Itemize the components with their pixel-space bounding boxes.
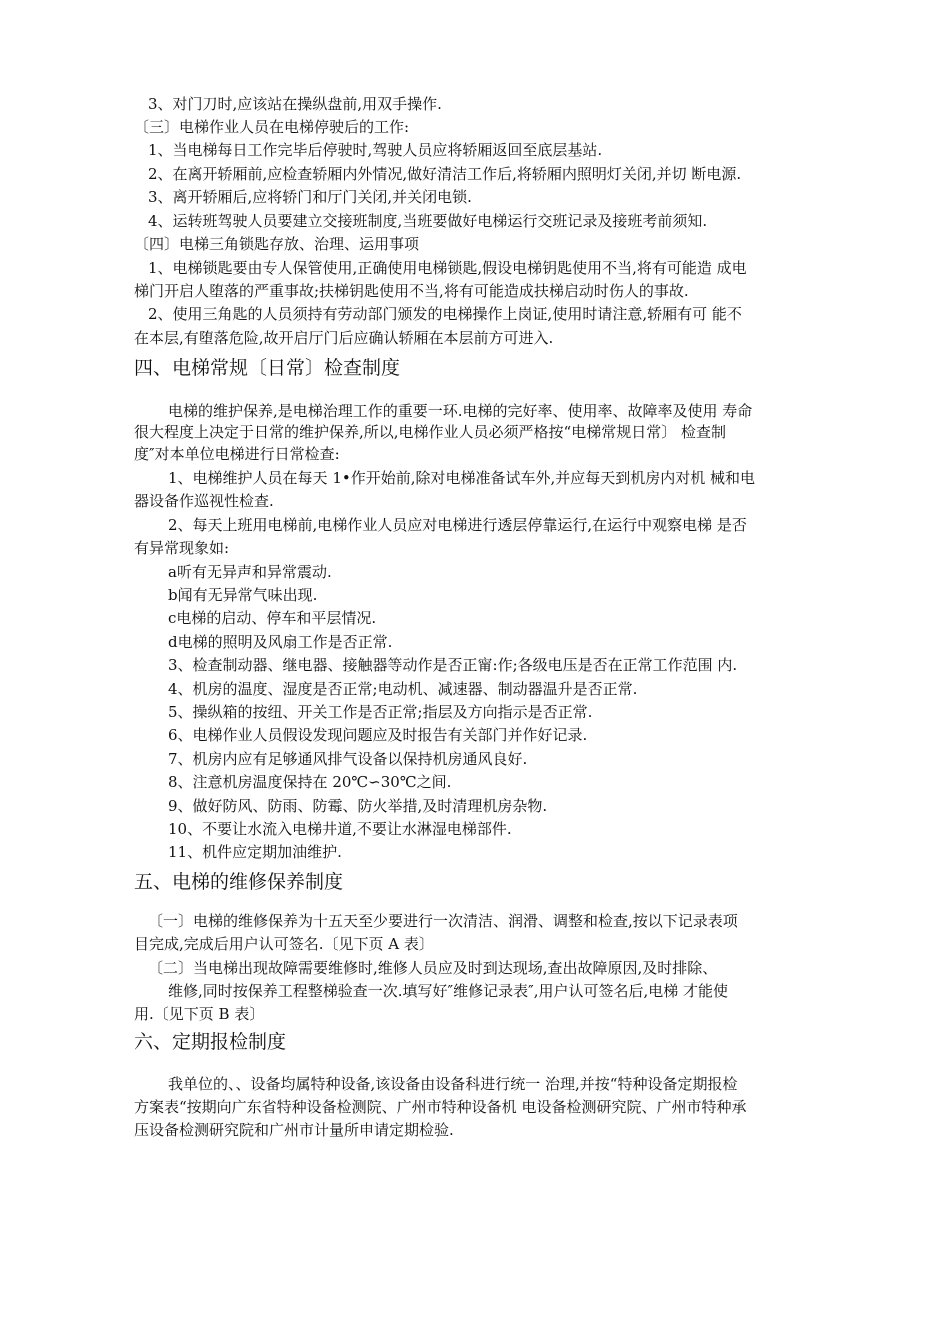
list-item: 6、电梯作业人员假设发现问题应及时报告有关部门并作好记录. [168,726,588,744]
check-item: d电梯的照明及风扇工作是否正常. [168,633,393,651]
paragraph-line: 梯门开启人堕落的严重事故;扶梯钥匙使用不当,将有可能造成扶梯启动时伤人的事故. [134,282,689,300]
section-5-heading: 五、电梯的维修保养制度 [134,871,344,893]
check-item: c电梯的启动、停车和平层情况. [168,609,377,627]
list-item: 3、离开轿厢后,应将轿门和厅门关闭,并关闭电锁. [148,188,472,206]
paragraph-line: 压设备检测研究院和广州市计量所申请定期检验. [134,1121,454,1139]
paragraph-line: 2、每天上班用电梯前,电梯作业人员应对电梯进行透层停靠运行,在运行中观察电梯 是否 [168,516,747,534]
paragraph-line: 用.〔见下页 B 表〕 [134,1005,265,1023]
paragraph-line: 维修,同时按保养工程整梯验查一次.填写好″维修记录表″,用户认可签名后,电梯 才能使 [168,982,729,1000]
list-item: 9、做好防风、防雨、防霉、防火举措,及时清理机房杂物. [168,797,548,815]
paragraph-line: 目完成,完成后用户认可签名.〔见下页 A 表〕 [134,935,434,953]
paragraph-line: 1、电梯锁匙要由专人保管使用,正确使用电梯锁匙,假设电梯钥匙使用不当,将有可能造 成电 [148,259,747,277]
list-item: 5、操纵箱的按纽、开关工作是否正常;指层及方向指示是否正常. [168,703,593,721]
list-item: 8、注意机房温度保持在 20℃∽30℃之间. [168,773,452,791]
list-item: 4、机房的温度、湿度是否正常;电动机、减速器、制动器温升是否正常. [168,680,638,698]
paragraph-line: 度″对本单位电梯进行日常检查: [134,445,340,463]
list-item: 10、不要让水流入电梯井道,不要让水淋湿电梯部件. [168,820,512,838]
check-item: a听有无异声和异常震动. [168,563,332,581]
list-item: 11、机件应定期加油维护. [168,843,342,861]
subsection-3-title: 〔三〕电梯作业人员在电梯停驶后的工作: [134,118,410,136]
list-item: 2、在离开轿厢前,应检查轿厢内外情况,做好清洁工作后,将轿厢内照明灯关闭,并切 断电源. [148,165,742,183]
list-item: 1、当电梯每日工作完毕后停驶时,驾驶人员应将轿厢返回至底层基站. [148,141,603,159]
paragraph-line: 器设备作巡视性检查. [134,492,274,510]
section-4-heading: 四、电梯常规〔日常〕检查制度 [134,357,401,379]
section-6-heading: 六、定期报检制度 [134,1031,287,1053]
paragraph-line: 1、电梯维护人员在每天 1•作开始前,除对电梯准备试车外,并应每天到机房内对机 械和电 [168,469,756,487]
paragraph-line: 电梯的维护保养,是电梯治理工作的重要一环.电梯的完好率、使用率、故障率及使用 寿命 [168,402,753,420]
subsection-4-title: 〔四〕电梯三角锁匙存放、治理、运用事项 [134,235,420,253]
paragraph-line: 〔一〕电梯的维修保养为十五天至少要进行一次清洁、润滑、调整和检查,按以下记录表项 [148,912,738,930]
check-item: b闻有无异常气味出现. [168,586,318,604]
paragraph-line: 方案表“按期向广东省特种设备检测院、广州市特种设备机 电设备检测研究院、广州市特种承 [134,1098,747,1116]
item-3: 3、对门刀时,应该站在操纵盘前,用双手操作. [148,95,442,113]
list-item: 3、检查制动器、继电器、接触器等动作是否正甯:作;各级电压是否在正常工作范围 内. [168,656,738,674]
paragraph-line: 很大程度上决定于日常的维护保养,所以,电梯作业人员必须严格按“电梯常规日常〕 检查制 [134,423,726,441]
paragraph-line: 我单位的、、设备均属特种设备,该设备由设备科进行统一 治理,并按“特种设备定期报检 [168,1075,738,1093]
paragraph-line: 〔二〕当电梯出现故障需要维修时,维修人员应及时到达现场,查出故障原因,及时排除、 [148,959,718,977]
list-item: 4、运转班驾驶人员要建立交接班制度,当班要做好电梯运行交班记录及接班考前须知. [148,212,708,230]
list-item: 7、机房内应有足够通风排气设备以保持机房通风良好. [168,750,528,768]
paragraph-line: 2、使用三角匙的人员须持有劳动部门颁发的电梯操作上岗证,使用时请注意,轿厢有可 能不 [148,305,742,323]
paragraph-line: 在本层,有堕落危险,故开启厅门后应确认轿厢在本层前方可进入. [134,329,554,347]
paragraph-line: 有异常现象如: [134,539,230,557]
